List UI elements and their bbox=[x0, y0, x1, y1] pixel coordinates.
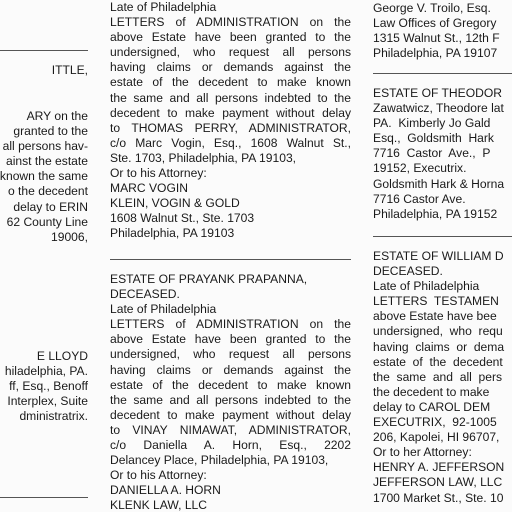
text-line: DECEASED. bbox=[373, 264, 443, 279]
text-line: 19006, bbox=[51, 229, 88, 244]
text-line: estate of the decedent to make known bbox=[110, 75, 351, 90]
text-line: hiladelphia, PA. bbox=[4, 364, 88, 379]
text-line: having claims or dema bbox=[373, 339, 505, 354]
text-line: Goldsmith Hark & Horna bbox=[373, 176, 505, 191]
text-line: Zawatwicz, Theodore lat bbox=[373, 101, 504, 116]
text-line: known the same bbox=[0, 169, 88, 184]
text-line: 1315 Walnut St., 12th F bbox=[373, 31, 500, 46]
text-line: MARC VOGIN bbox=[110, 181, 188, 196]
estate-notice bbox=[110, 272, 351, 512]
text-line: above Estate have been granted to the bbox=[110, 30, 351, 45]
text-line: ESTATE OF THEODOR bbox=[373, 86, 503, 100]
text-line: undersigned, who request all persons bbox=[110, 347, 351, 362]
text-line: Late of Philadelphia bbox=[110, 0, 217, 14]
text-line: c/o Daniella A. Horn, Esq., 2202 bbox=[110, 438, 351, 453]
text-line: undersigned, who requ bbox=[373, 324, 503, 339]
text-line: 19152, Executrix. bbox=[373, 161, 467, 176]
notice-fragment bbox=[0, 109, 88, 245]
text-line: the same and all persons indebted to the bbox=[110, 90, 351, 105]
column-divider bbox=[110, 259, 351, 260]
text-line: granted to the bbox=[13, 124, 88, 139]
text-line: to VINAY NIMAWAT, ADMINISTRATOR, bbox=[110, 422, 351, 437]
text-line: HENRY A. JEFFERSON bbox=[373, 460, 505, 475]
text-line: 1608 Walnut St., Ste. 1703 bbox=[110, 211, 255, 226]
text-line: estate of the decedent to make known bbox=[110, 377, 351, 392]
text-line: 7716 Castor Ave. bbox=[373, 191, 466, 206]
column-divider bbox=[0, 497, 88, 498]
text-line: Delancey Place, Philadelphia, PA 19103, bbox=[110, 453, 329, 468]
text-line: Philadelphia, PA 19103 bbox=[110, 226, 235, 241]
text-line: delay to CAROL DEM bbox=[373, 399, 491, 414]
text-line: o the decedent bbox=[7, 184, 88, 199]
text-line: ESTATE OF WILLIAM D bbox=[373, 249, 504, 263]
text-line: above Estate have bee bbox=[373, 309, 497, 324]
estate-notice bbox=[110, 0, 351, 242]
column-divider bbox=[373, 236, 512, 237]
text-line: E LLOYD bbox=[36, 349, 88, 363]
text-line: ESTATE OF PRAYANK PRAPANNA, bbox=[110, 272, 308, 286]
text-line: above Estate have been granted to the bbox=[110, 332, 351, 347]
text-line: 7716 Castor Ave., P bbox=[373, 146, 491, 161]
text-line: Interplex, Suite bbox=[7, 394, 88, 409]
text-line: EXECUTRIX, 92-1005 bbox=[373, 415, 497, 430]
column-divider bbox=[373, 73, 512, 74]
text-line: Or to his Attorney: bbox=[110, 166, 207, 181]
text-line: decedent to make payment without delay bbox=[110, 407, 351, 422]
text-line: having claims or demands against the bbox=[110, 362, 351, 377]
right-column bbox=[373, 0, 512, 512]
text-line: Law Offices of Gregory bbox=[373, 16, 497, 31]
text-line: Ste. 1703, Philadelphia, PA 19103, bbox=[110, 150, 297, 165]
text-line: PA. Kimberly Jo Gald bbox=[373, 116, 491, 131]
left-column bbox=[0, 0, 88, 512]
text-line: estate of the decedent bbox=[373, 354, 503, 369]
text-line: LETTERS TESTAMEN bbox=[373, 294, 499, 309]
text-line: all persons hav- bbox=[2, 139, 88, 154]
column-divider bbox=[0, 50, 88, 51]
estate-notice bbox=[373, 86, 512, 222]
text-line: Philadelphia, PA 19107 bbox=[373, 46, 498, 61]
text-line: Late of Philadelphia bbox=[373, 279, 480, 294]
estate-notice bbox=[373, 249, 512, 506]
text-line: ITTLE, bbox=[51, 63, 88, 77]
text-line: the same and all pers bbox=[373, 369, 503, 384]
text-line: the decedent to make bbox=[373, 384, 490, 399]
text-line: DECEASED. bbox=[110, 287, 180, 302]
notice-fragment bbox=[0, 349, 88, 424]
text-line: ARY on the bbox=[26, 109, 88, 123]
text-line: JEFFERSON LAW, LLC bbox=[373, 475, 503, 490]
notice-fragment bbox=[373, 1, 512, 61]
notice-fragment bbox=[0, 63, 88, 78]
text-line: DANIELLA A. HORN bbox=[110, 483, 221, 498]
text-line: 62 County Line bbox=[6, 214, 88, 229]
text-line: 206, Kapolei, HI 96707, bbox=[373, 430, 500, 445]
text-line: LETTERS of ADMINISTRATION on the bbox=[110, 15, 351, 30]
text-line: Or to her Attorney: bbox=[373, 445, 472, 460]
text-line: Esq., Goldsmith Hark bbox=[373, 131, 494, 146]
text-line: Late of Philadelphia bbox=[110, 302, 217, 317]
text-line: to THOMAS PERRY, ADMINISTRATOR, bbox=[110, 120, 351, 135]
text-line: c/o Marc Vogin, Esq., 1608 Walnut St., bbox=[110, 135, 351, 150]
text-line: dministratrix. bbox=[19, 409, 88, 424]
text-line: Or to his Attorney: bbox=[110, 468, 207, 483]
text-line: decedent to make payment without delay bbox=[110, 105, 351, 120]
center-column bbox=[110, 0, 351, 512]
text-line: LETTERS of ADMINISTRATION on the bbox=[110, 317, 351, 332]
text-line: ainst the estate bbox=[5, 154, 88, 169]
text-line: Philadelphia, PA 19152 bbox=[373, 206, 498, 221]
text-line: the same and all persons indebted to the bbox=[110, 392, 351, 407]
text-line: undersigned, who request all persons bbox=[110, 45, 351, 60]
text-line: 1700 Market St., Ste. 10 bbox=[373, 490, 504, 505]
text-line: KLENK LAW, LLC bbox=[110, 498, 208, 512]
text-line: ff, Esq., Benoff bbox=[9, 379, 88, 394]
text-line: delay to ERIN bbox=[13, 199, 88, 214]
text-line: KLEIN, VOGIN & GOLD bbox=[110, 196, 240, 211]
text-line: George V. Troilo, Esq. bbox=[373, 1, 491, 15]
text-line: having claims or demands against the bbox=[110, 60, 351, 75]
